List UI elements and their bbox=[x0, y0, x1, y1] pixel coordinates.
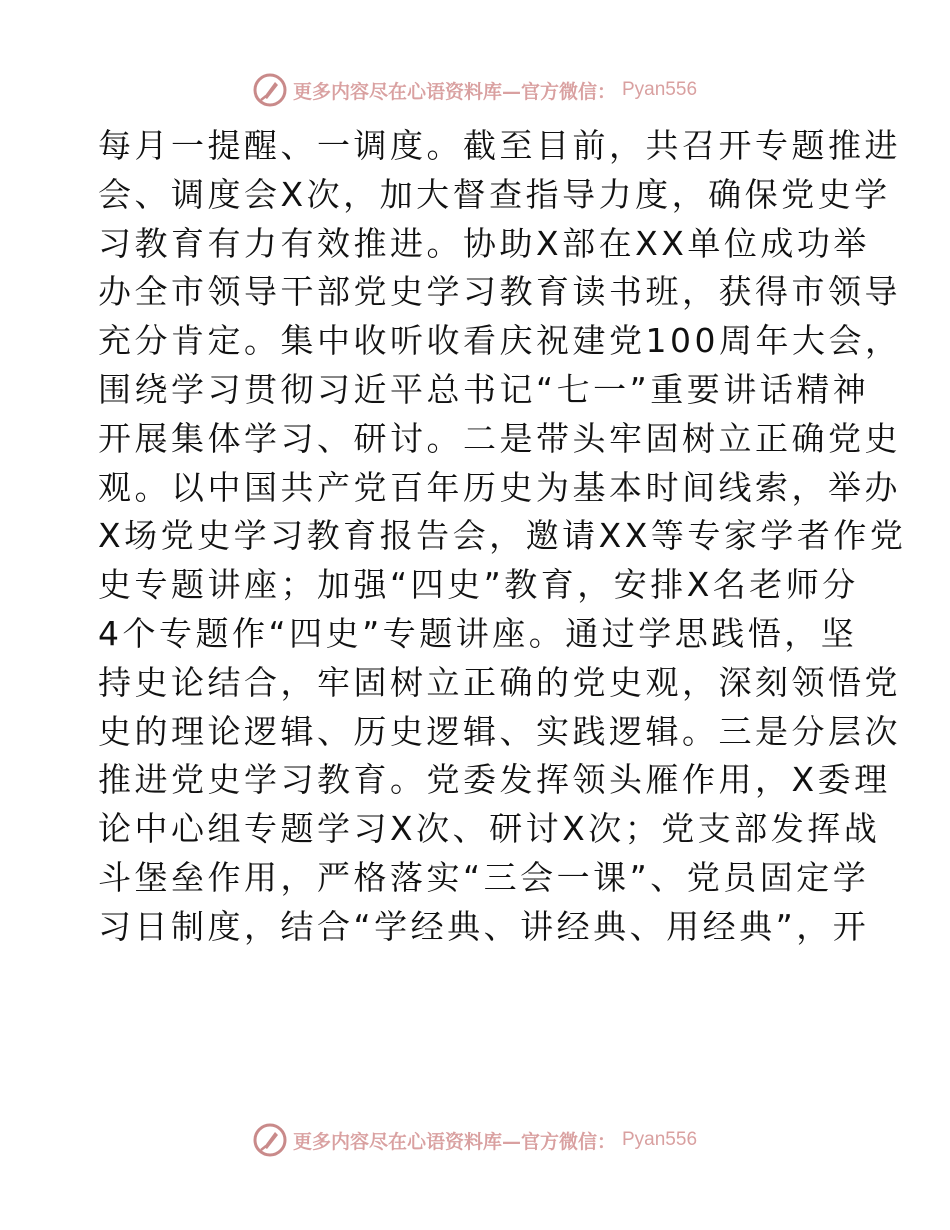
text-line: 史的理论逻辑、历史逻辑、实践逻辑。三是分层次 bbox=[98, 711, 901, 751]
text-line: 围绕学习贯彻习近平总书记“七一”重要讲话精神 bbox=[98, 369, 870, 409]
document-body bbox=[98, 122, 907, 952]
text-line: 史专题讲座；加强“四史”教育，安排X名老师分 bbox=[98, 565, 859, 605]
text-line: 每月一提醒、一调度。截至目前，共召开专题推进 bbox=[98, 126, 901, 165]
text-line: 观。以中国共产党百年历史为基本时间线索，举办 bbox=[98, 467, 901, 507]
footer-watermark bbox=[0, 1120, 950, 1160]
text-line: 论中心组专题学习X次、研讨X次；党支部发挥战 bbox=[98, 809, 881, 849]
text-line: 4个专题作“四史”专题讲座。通过学思践悟，坚 bbox=[98, 613, 858, 653]
quill-logo-icon bbox=[253, 1123, 287, 1157]
text-line: X场党史学习教育报告会，邀请XX等专家学者作党 bbox=[98, 516, 907, 556]
quill-logo-icon bbox=[253, 73, 287, 107]
text-line: 会、调度会X次，加大督查指导力度，确保党史学 bbox=[98, 174, 891, 214]
text-line: 习教育有力有效推进。协助X部在XX单位成功举 bbox=[98, 223, 870, 263]
header-watermark bbox=[0, 70, 950, 110]
watermark-account: Pyan556 bbox=[622, 79, 698, 100]
watermark-account: Pyan556 bbox=[622, 1129, 698, 1150]
text-line: 习日制度，结合“学经典、讲经典、用经典”，开 bbox=[98, 906, 870, 946]
watermark-text: 更多内容尽在心语资料库—官方微信： bbox=[292, 80, 616, 103]
text-line: 充分肯定。集中收听收看庆祝建党100周年大会， bbox=[98, 321, 902, 361]
text-line: 持史论结合，牢固树立正确的党史观，深刻领悟党 bbox=[98, 662, 901, 702]
text-line: 推进党史学习教育。党委发挥领头雁作用，X委理 bbox=[98, 760, 891, 800]
text-line: 办全市领导干部党史学习教育读书班，获得市领导 bbox=[98, 272, 901, 312]
text-line: 斗堡垒作用，严格落实“三会一课”、党员固定学 bbox=[98, 857, 870, 897]
watermark-text: 更多内容尽在心语资料库—官方微信： bbox=[292, 1130, 616, 1153]
text-line: 开展集体学习、研讨。二是带头牢固树立正确党史 bbox=[98, 418, 901, 458]
